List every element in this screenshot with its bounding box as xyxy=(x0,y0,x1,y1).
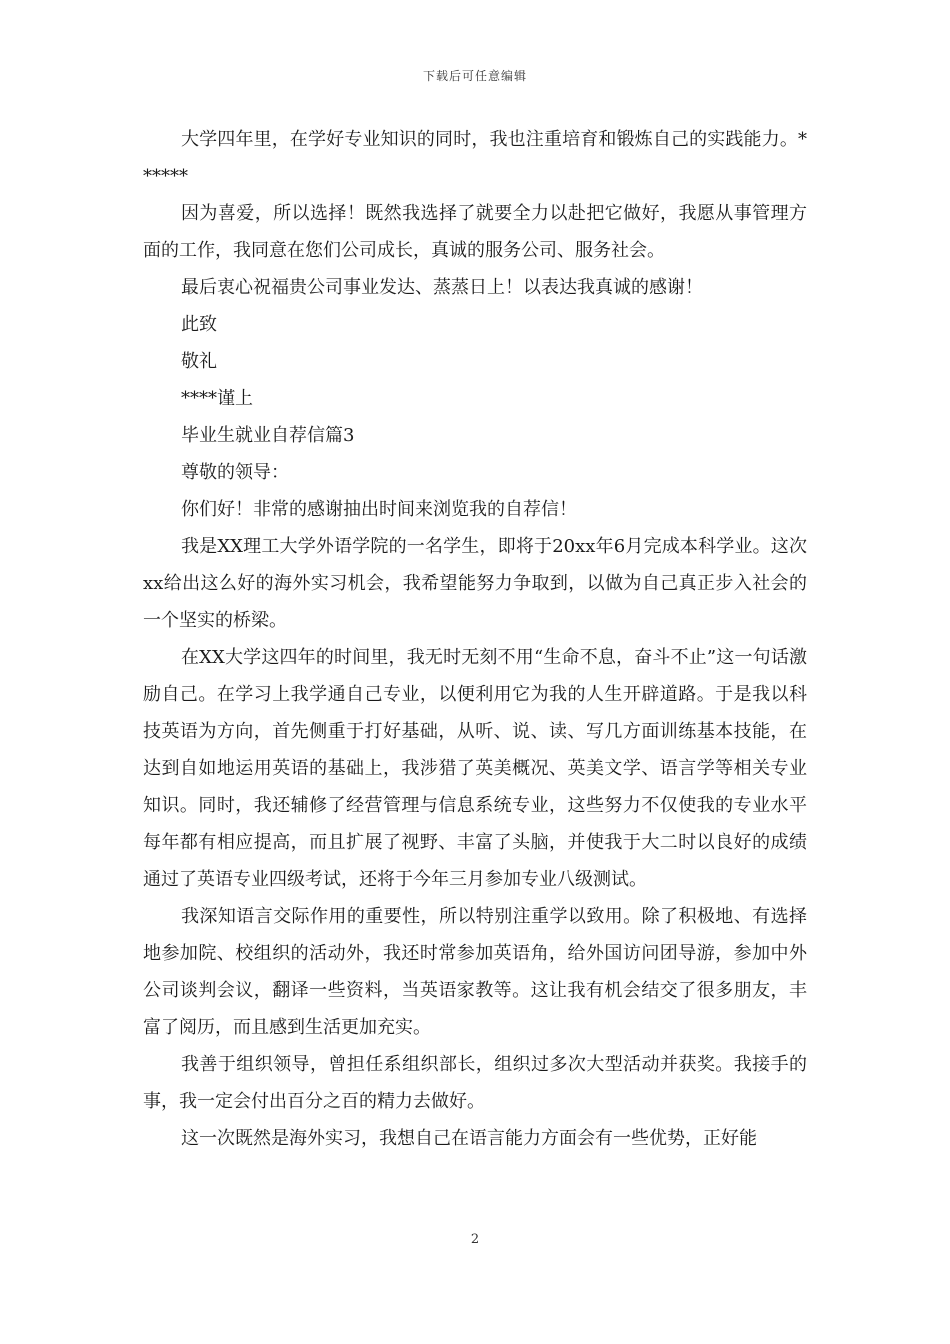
signature: ****谨上 xyxy=(181,388,253,409)
paragraph: 最后衷心祝福贵公司事业发达、蒸蒸日上！以表达我真诚的感谢！ xyxy=(181,277,703,298)
document-body xyxy=(143,121,807,1157)
closing-salutation: 此致 xyxy=(181,314,217,335)
paragraph: 在XX大学这四年的时间里，我无时无刻不用“生命不息，奋斗不止”这一句话激励自己。在学习上我学通自己专业，以便利用它为我的人生开辟道路。于是我以科技英语为方向，首先侧重于打好基础，从听、说、读、写几方面训练基本技能，在达到自如地运用英语的基础上，我涉猎了英美概况、英美文学、语言学等相关专业知识。同时，我还辅修了经营管理与信息系统专业，这些努力不仅使我的专业水平每年都有相应提高，而且扩展了视野、丰富了头脑，并使我于大二时以良好的成绩通过了英语专业四级考试，还将于今年三月参加专业八级测试。 xyxy=(143,647,807,890)
page-number: 2 xyxy=(470,1232,480,1247)
page-header-note: 下载后可任意编辑 xyxy=(422,69,527,83)
section-title: 毕业生就业自荐信篇3 xyxy=(181,425,355,446)
greeting: 尊敬的领导： xyxy=(181,462,289,483)
closing-salutation: 敬礼 xyxy=(181,351,217,372)
paragraph: 我善于组织领导，曾担任系组织部长，组织过多次大型活动并获奖。我接手的事，我一定会付出百分之百的精力去做好。 xyxy=(143,1054,807,1112)
paragraph: 大学四年里，在学好专业知识的同时，我也注重培育和锻炼自己的实践能力。****** xyxy=(143,129,807,187)
paragraph: 我是XX理工大学外语学院的一名学生，即将于20xx年6月完成本科学业。这次xx给出这么好的海外实习机会，我希望能努力争取到，以做为自己真正步入社会的一个坚实的桥梁。 xyxy=(143,536,807,631)
paragraph: 这一次既然是海外实习，我想自己在语言能力方面会有一些优势，正好能 xyxy=(181,1128,757,1149)
paragraph: 你们好！非常的感谢抽出时间来浏览我的自荐信！ xyxy=(181,499,577,520)
paragraph: 我深知语言交际作用的重要性，所以特别注重学以致用。除了积极地、有选择地参加院、校组织的活动外，我还时常参加英语角，给外国访问团导游，参加中外公司谈判会议，翻译一些资料，当英语家教等。这让我有机会结交了很多朋友，丰富了阅历，而且感到生活更加充实。 xyxy=(143,906,807,1038)
paragraph: 因为喜爱，所以选择！既然我选择了就要全力以赴把它做好，我愿从事管理方面的工作，我同意在您们公司成长，真诚的服务公司、服务社会。 xyxy=(143,203,807,261)
